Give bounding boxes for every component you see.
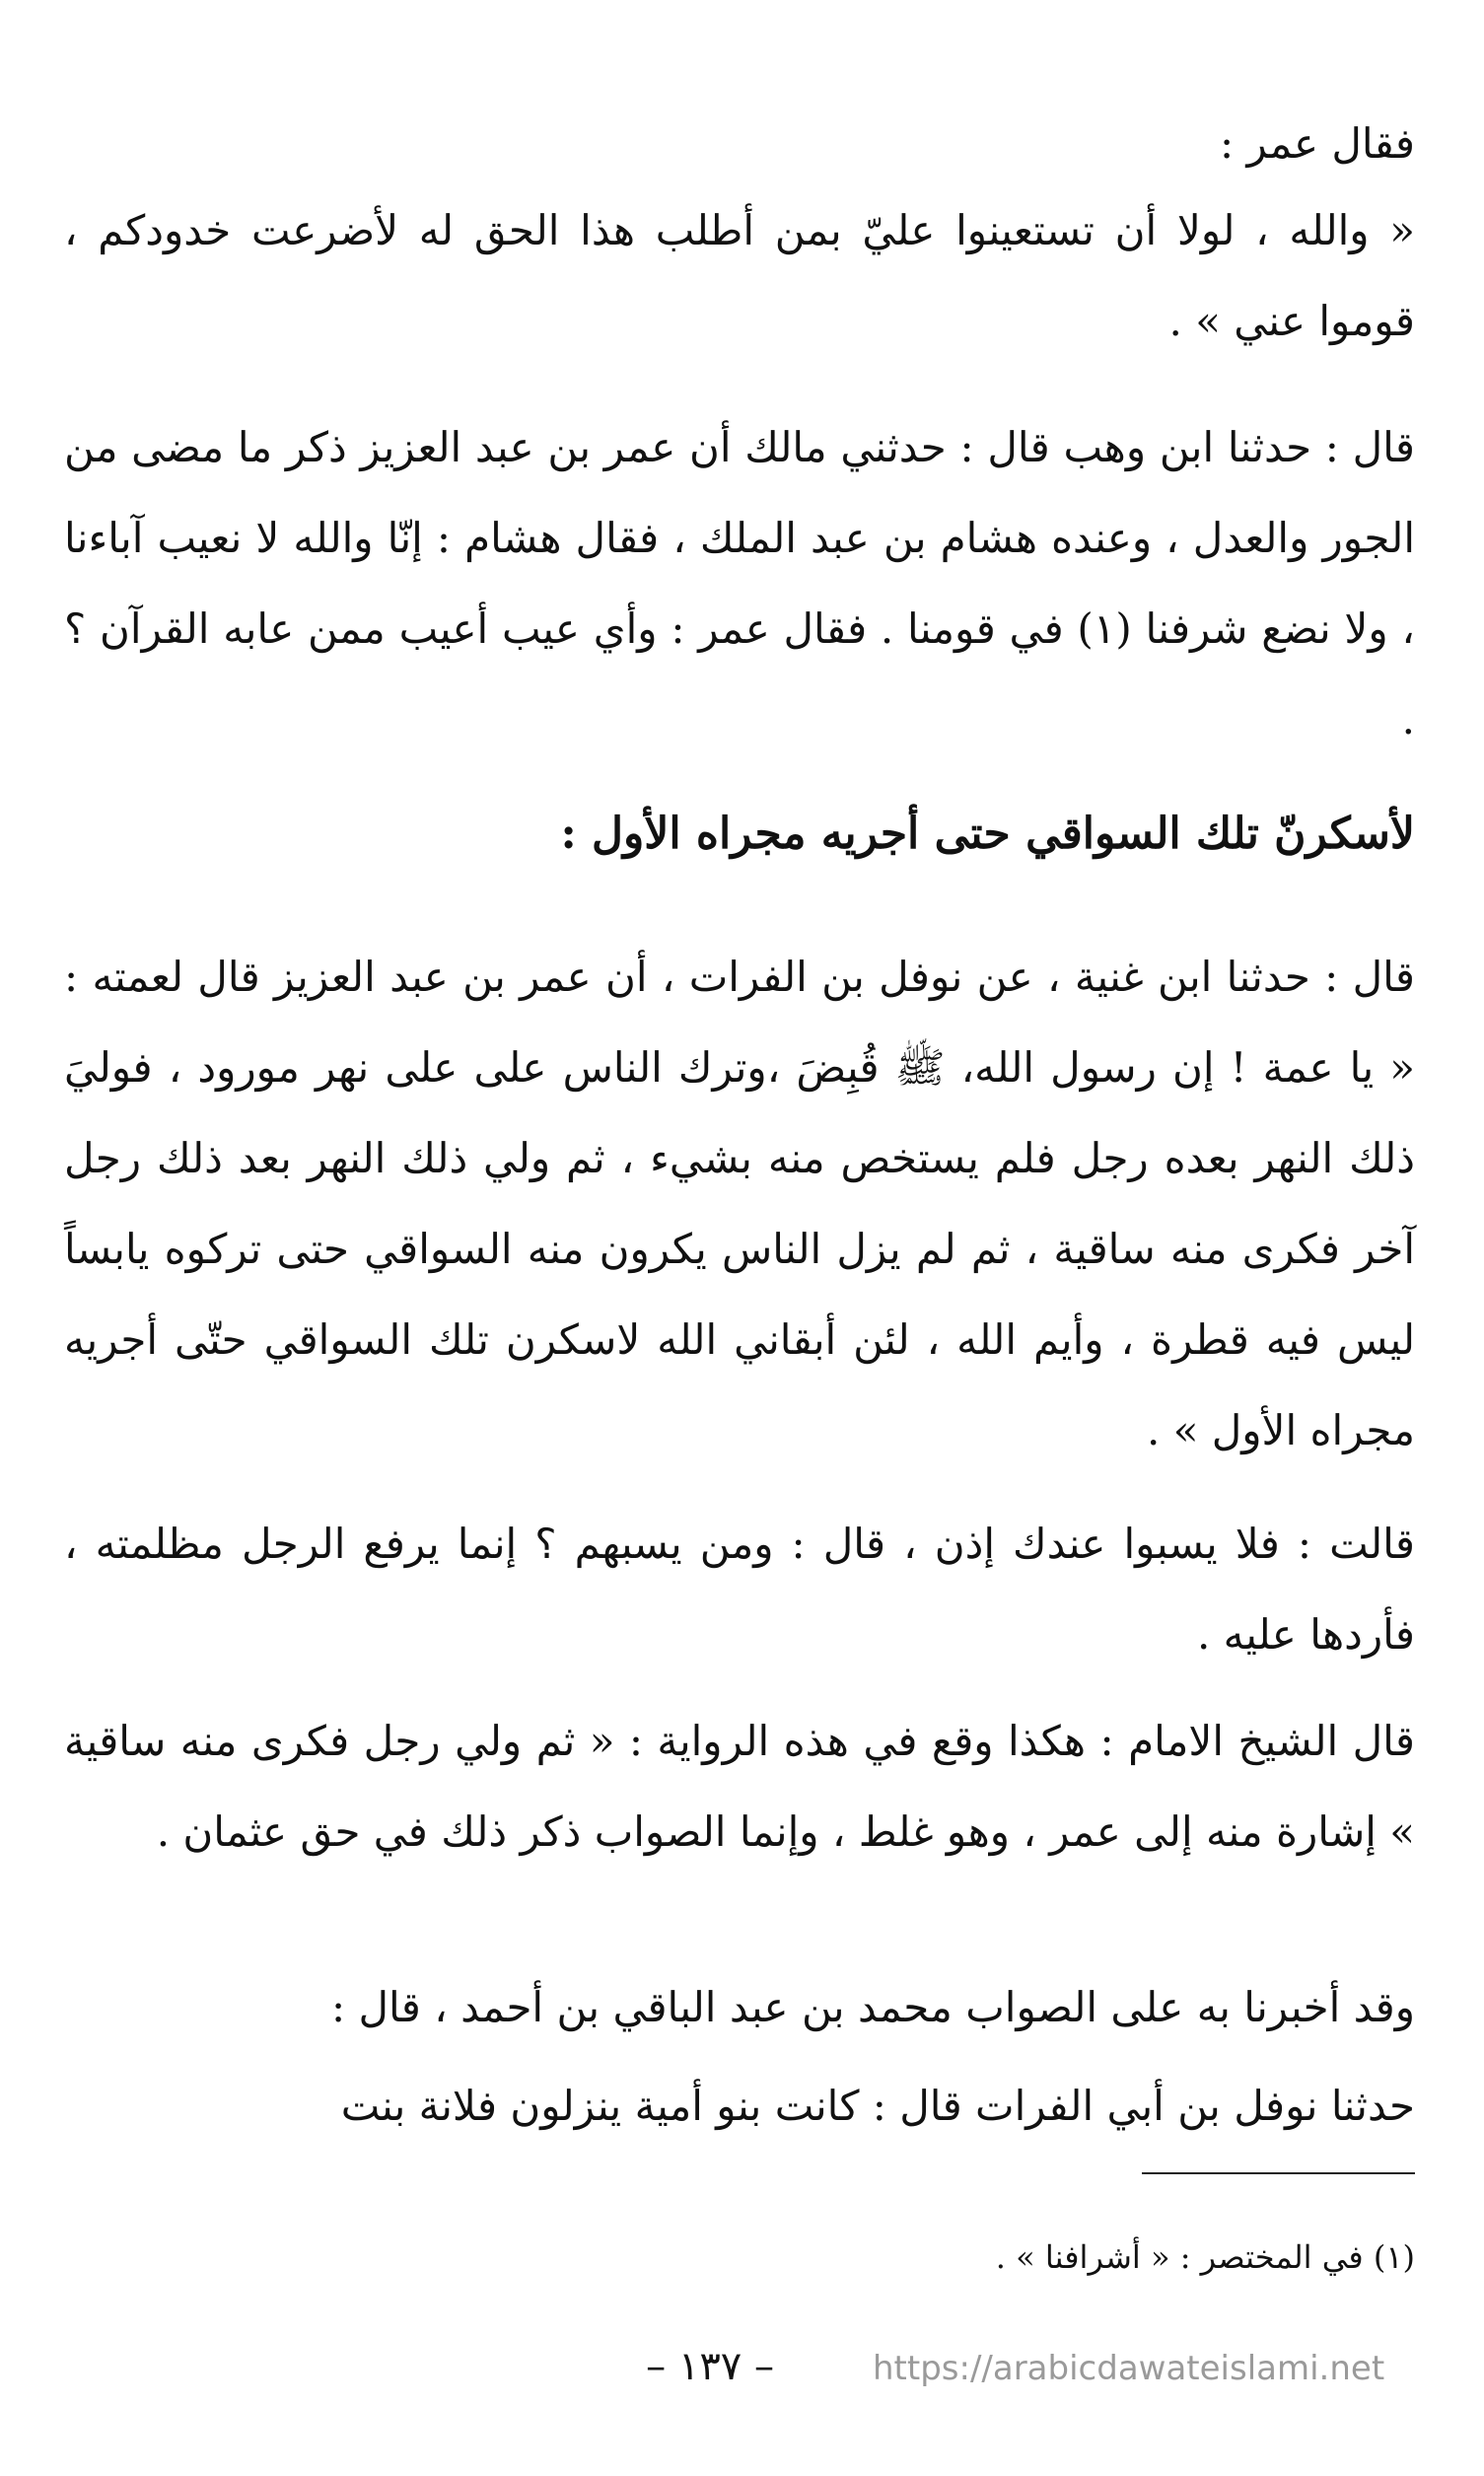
footnote: (١) في المختصر : « أشرافنا » . [995,2238,1415,2276]
paragraph-quote: « والله ، لولا أن تستعينوا عليّ بمن أطلب هذا الحق له لأضرعت خدودكم ، قوموا عني » . [64,206,1415,345]
paragraph-sheikh: قال الشيخ الامام : هكذا وقع في هذه الرواية : « ثم ولي رجل فكرى منه ساقية » إشارة منه إلى عمر ، وهو غلط ، وإنما الصواب ذكر ذلك في حق عثمان . [64,1717,1415,1856]
footnote-divider [1142,2172,1415,2174]
paragraph-nawfal: حدثنا نوفل بن أبي الفرات قال : كانت بنو أمية ينزلون فلانة بنت [340,2082,1415,2130]
intro-line: فقال عمر : [1219,119,1415,168]
paragraph-reply: قالت : فلا يسبوا عندك إذن ، قال : ومن يسبهم ؟ إنما يرفع الرجل مظلمته ، فأردها عليه . [64,1520,1415,1659]
section-heading: لأسكرنّ تلك السواقي حتى أجريه مجراه الأول : [560,809,1415,859]
page-number: – ١٣٧ – [646,2344,774,2389]
paragraph-hisham: قال : حدثنا ابن وهب قال : حدثني مالك أن عمر بن عبد العزيز ذكر ما مضى من الجور والعدل ، وعنده هشام بن عبد الملك ، فقال هشام : إنّا والله لا نعيب آباءنا ، ولا نضع شرفنا (١) في قومنا . فقال عمر : وأي عيب أعيب ممن عابه القرآن ؟ . [64,423,1415,743]
paragraph-river: قال : حدثنا ابن غنية ، عن نوفل بن الفرات ، أن عمر بن عبد العزيز قال لعمته : « يا عمة ! إن رسول الله، ﷺ قُبِضَ ،وترك الناس على على نهر مورود ، فوليَ ذلك النهر بعده رجل فلم يستخص منه بشيء ، ثم ولي ذلك النهر بعد ذلك رجل آخر فكرى منه ساقية ، ثم لم يزل الناس يكرون منه السواقي حتى تركوه يابساً ليس فيه قطرة ، وأيم الله ، لئن أبقاني الله لاسكرن تلك السواقي حتّى أجريه مجراه الأول » . [64,953,1415,1454]
watermark-url: https://arabicdawateislami.net [873,2349,1385,2388]
paragraph-narration: وقد أخبرنا به على الصواب محمد بن عبد الباقي بن أحمد ، قال : [330,1983,1415,2031]
